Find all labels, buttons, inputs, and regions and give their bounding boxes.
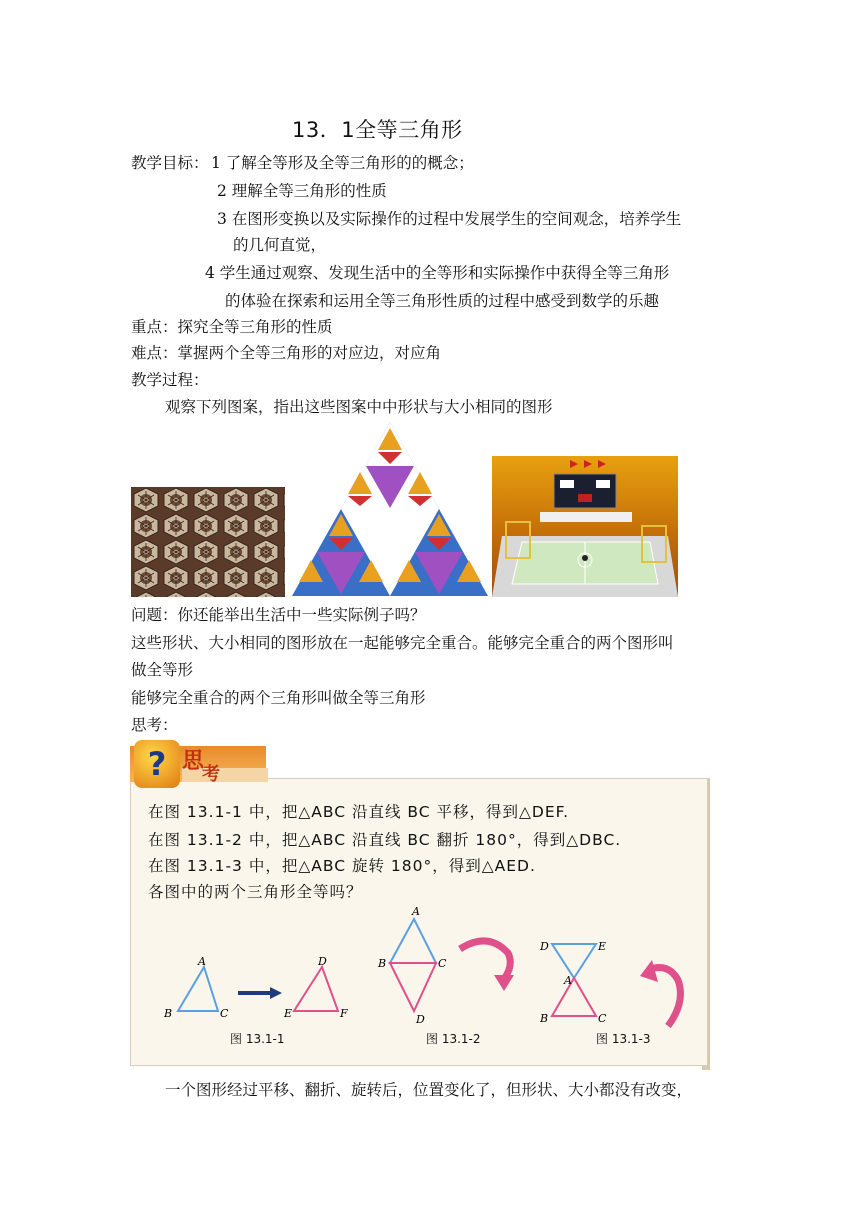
objective-item: 2 理解全等三角形的性质: [217, 182, 387, 200]
triangle-dbc: [390, 963, 436, 1011]
difficulty: 难点：掌握两个全等三角形的对应边，对应角: [131, 344, 442, 362]
key-point: 重点：探究全等三角形的性质: [131, 318, 333, 336]
vertex-label: D: [540, 940, 549, 953]
think-box: [130, 740, 710, 1067]
objective-item: 3 在图形变换以及实际操作的过程中发展学生的空间观念，培养学生: [217, 210, 682, 228]
think-label: 思考：: [131, 716, 178, 734]
definition-text: 这些形状、大小相同的图形放在一起能够完全重合。能够完全重合的两个图形叫: [131, 634, 674, 652]
triangle-abc: [552, 978, 596, 1016]
figure-caption: 图 13.1-3: [596, 1032, 651, 1046]
figure-13-1-2: [370, 905, 520, 1025]
vertex-label: B: [540, 1012, 549, 1025]
vertex-label: B: [378, 957, 387, 970]
question: 问题：你还能举出生活中一些实际例子吗？: [131, 606, 426, 624]
think-tab-title: 思: [182, 749, 211, 774]
objective-item: 4 学生通过观察、发现生活中的全等形和实际操作中获得全等三角形: [205, 264, 670, 282]
triangle-def: [294, 967, 338, 1011]
question-mark-icon: ?: [134, 740, 180, 788]
think-line: 在图 13.1-2 中，把△ABC 沿直线 BC 翻折 180°，得到△DBC.: [148, 831, 622, 849]
figure-13-1-3: [540, 930, 710, 1030]
vertex-label: A: [198, 955, 206, 968]
triangle-abc: [178, 967, 218, 1011]
observe-text: 观察下列图案，指出这些图案中中形状与大小相同的图形: [165, 398, 553, 416]
vertex-label: C: [598, 1012, 607, 1025]
definition-text: 能够完全重合的两个三角形叫做全等三角形: [131, 689, 426, 707]
vertex-label: F: [340, 1007, 348, 1020]
think-line: 在图 13.1-1 中，把△ABC 沿直线 BC 平移，得到△DEF.: [148, 803, 569, 821]
definition-text: 做全等形: [131, 661, 194, 679]
arrow-head-icon: [494, 975, 514, 991]
vertex-label: A: [412, 905, 420, 918]
objectives-label: 教学目标：: [131, 154, 209, 172]
triangle-abc: [390, 919, 436, 963]
closing-text: 一个图形经过平移、翻折、旋转后，位置变化了，但形状、大小都没有改变，: [165, 1081, 693, 1099]
arrow-right-icon: [270, 987, 282, 999]
vertex-label: C: [438, 957, 447, 970]
tile-pattern-image: [131, 487, 285, 597]
sierpinski-triangle-image: [290, 420, 490, 597]
triangle-aed: [552, 944, 596, 978]
vertex-label: D: [318, 955, 327, 968]
objective-item: 的几何直觉，: [233, 236, 327, 254]
figure-caption: 图 13.1-1: [230, 1032, 285, 1046]
process-label: 教学过程：: [131, 371, 209, 389]
vertex-label: E: [598, 940, 607, 953]
vertex-label: D: [416, 1013, 425, 1025]
vertex-label: A: [564, 974, 572, 987]
figure-caption: 图 13.1-2: [426, 1032, 481, 1046]
vertex-label: B: [164, 1007, 173, 1020]
objective-item: 1 了解全等形及全等三角形的的概念；: [211, 154, 474, 172]
page-title: 13．1全等三角形: [292, 118, 463, 142]
vertex-label: E: [284, 1007, 293, 1020]
rotate-arrow-icon: [460, 941, 510, 979]
stadium-model-image: [492, 456, 678, 597]
objective-item: 的体验在探索和运用全等三角形性质的过程中感受到数学的乐趣: [225, 292, 660, 310]
think-tab-title: 考: [202, 764, 220, 785]
think-line: 各图中的两个三角形全等吗？: [148, 883, 363, 901]
vertex-label: C: [220, 1007, 229, 1020]
think-line: 在图 13.1-3 中，把△ABC 旋转 180°，得到△AED.: [148, 857, 536, 875]
